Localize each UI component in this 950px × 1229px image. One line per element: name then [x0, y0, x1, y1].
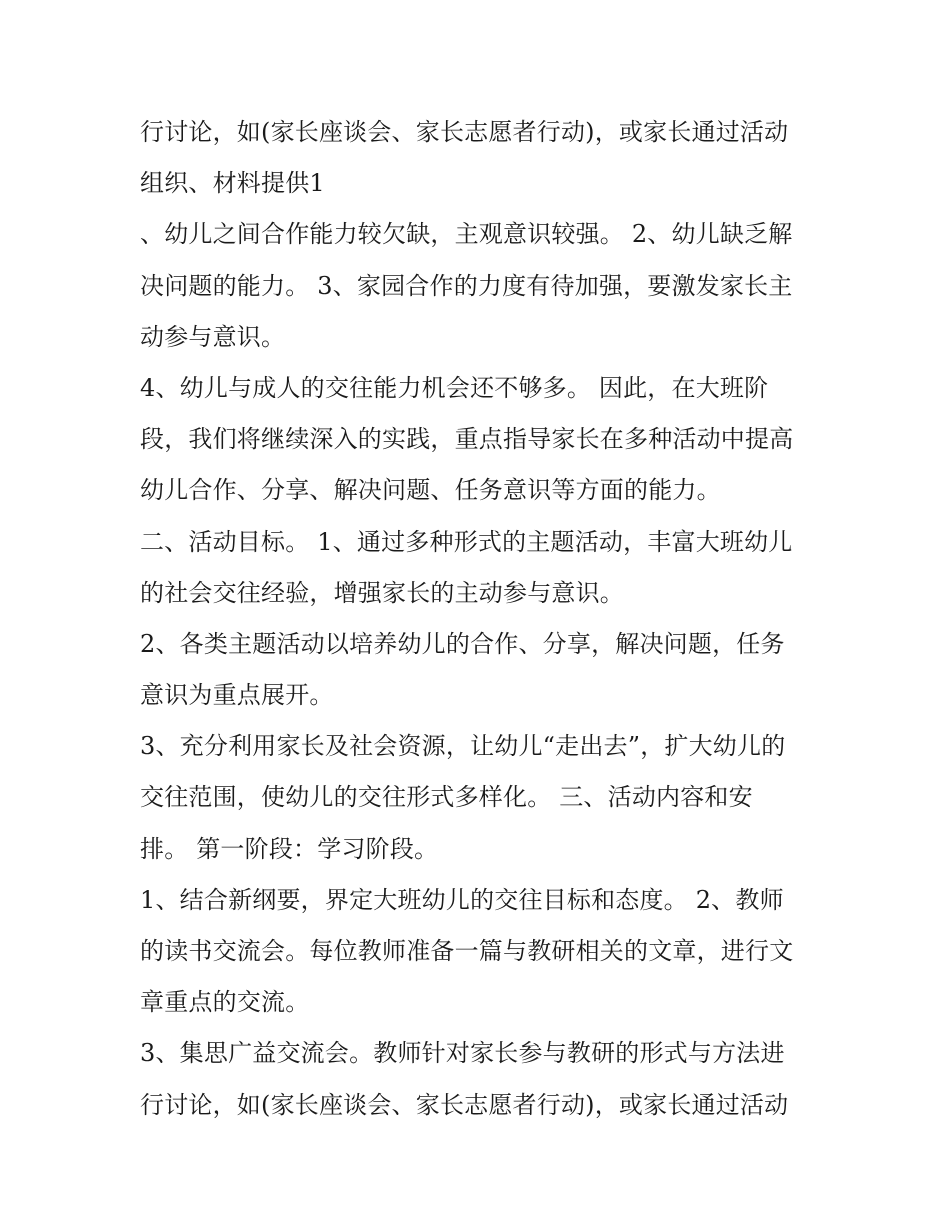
text-line: 章重点的交流。	[140, 988, 310, 1017]
text-line: 组织、材料提供1	[140, 169, 325, 198]
text-line: 2、各类主题活动以培养幼儿的合作、分享，解决问题，任务	[140, 629, 785, 658]
text-line: 的读书交流会。每位教师准备一篇与教研相关的文章，进行文	[140, 937, 794, 965]
text-line: 3、充分利用家长及社会资源，让幼儿“走出去”，扩大幼儿的	[140, 732, 786, 761]
text-line: 行讨论，如(家长座谈会、家长志愿者行动)，或家长通过活动	[140, 1090, 789, 1119]
document-body	[140, 107, 820, 1131]
text-line: 行讨论，如(家长座谈会、家长志愿者行动)，或家长通过活动	[140, 118, 789, 146]
text-line: 决问题的能力。 3、家园合作的力度有待加强，要激发家长主	[140, 271, 793, 300]
text-line: 、幼儿之间合作能力较欠缺，主观意识较强。 2、幼儿缺乏解	[140, 220, 793, 249]
text-line: 动参与意识。	[140, 322, 286, 351]
text-line: 3、集思广益交流会。教师针对家长参与教研的形式与方法进	[140, 1039, 785, 1068]
text-line: 4、幼儿与成人的交往能力机会还不够多。 因此，在大班阶	[140, 373, 769, 402]
text-line: 二、活动目标。 1、通过多种形式的主题活动，丰富大班幼儿	[140, 527, 793, 556]
text-line: 段，我们将继续深入的实践，重点指导家长在多种活动中提高	[140, 425, 794, 454]
text-line: 幼儿合作、分享、解决问题、任务意识等方面的能力。	[140, 476, 721, 505]
text-line: 交往范围，使幼儿的交往形式多样化。 三、活动内容和安	[140, 783, 753, 812]
text-line: 意识为重点展开。	[140, 681, 334, 710]
text-line: 的社会交往经验，增强家长的主动参与意识。	[140, 578, 624, 607]
text-line: 1、结合新纲要，界定大班幼儿的交往目标和态度。 2、教师	[140, 885, 784, 914]
text-line: 排。 第一阶段：学习阶段。	[140, 834, 439, 863]
